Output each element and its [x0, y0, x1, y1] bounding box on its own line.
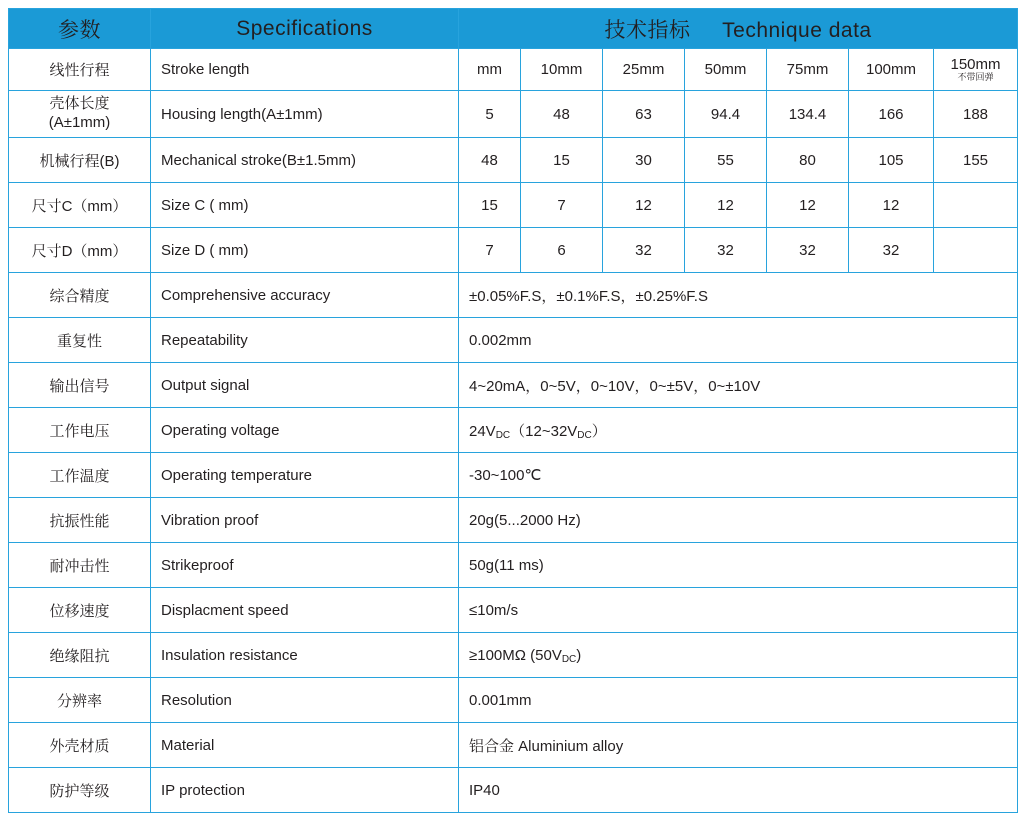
row-label-en: Stroke length — [151, 49, 459, 91]
cell-value: 12 — [767, 183, 849, 228]
cell-value: 155 — [934, 138, 1018, 183]
table-row-size-c — [9, 183, 1018, 228]
row-label-cn: 尺寸D（mm） — [9, 228, 151, 273]
table-row-size-d — [9, 228, 1018, 273]
table-row-insulation-resistance — [9, 633, 1018, 678]
row-label-cn: 工作电压 — [9, 408, 151, 453]
cell-value: 32 — [849, 228, 934, 273]
stroke-value-with-note — [934, 49, 1018, 91]
cell-value-empty — [934, 228, 1018, 273]
row-label-cn — [9, 91, 151, 138]
table-row-strikeproof — [9, 543, 1018, 588]
row-label-cn: 绝缘阻抗 — [9, 633, 151, 678]
cell-value: 134.4 — [767, 91, 849, 138]
table-row-vibration-proof — [9, 498, 1018, 543]
row-label-en: Insulation resistance — [151, 633, 459, 678]
stroke-value: 75mm — [767, 49, 849, 91]
header-specifications: Specifications — [151, 9, 459, 49]
row-label-en: Strikeproof — [151, 543, 459, 588]
cell-value: 48 — [459, 138, 521, 183]
row-label-cn: 重复性 — [9, 318, 151, 363]
cell-value: 30 — [603, 138, 685, 183]
row-value: ±0.05%F.S，±0.1%F.S，±0.25%F.S — [459, 273, 1018, 318]
spec-sheet — [0, 8, 1025, 826]
cell-value: 55 — [685, 138, 767, 183]
header-technique — [459, 9, 1018, 49]
cell-value: 105 — [849, 138, 934, 183]
table-row-ip-protection — [9, 768, 1018, 813]
row-label-en: Vibration proof — [151, 498, 459, 543]
table-row-material — [9, 723, 1018, 768]
stroke-value: 50mm — [685, 49, 767, 91]
cell-value: 48 — [521, 91, 603, 138]
row-value: 0.001mm — [459, 678, 1018, 723]
row-label-en: IP protection — [151, 768, 459, 813]
cell-value: 63 — [603, 91, 685, 138]
row-value: 20g(5...2000 Hz) — [459, 498, 1018, 543]
cell-value: 166 — [849, 91, 934, 138]
table-row-mechanical-stroke — [9, 138, 1018, 183]
row-value: $24V_{DC}(12\sim 32V_{DC})$ — [459, 408, 1018, 453]
row-label-cn: 机械行程(B) — [9, 138, 151, 183]
row-label-cn: 防护等级 — [9, 768, 151, 813]
cell-value: 32 — [767, 228, 849, 273]
cell-value: 15 — [459, 183, 521, 228]
cell-value: 6 — [521, 228, 603, 273]
stroke-value: 10mm — [521, 49, 603, 91]
table-row-output-signal — [9, 363, 1018, 408]
stroke-unit: mm — [459, 49, 521, 91]
cell-value: 5 — [459, 91, 521, 138]
specification-table — [8, 8, 1018, 813]
cell-value: 12 — [849, 183, 934, 228]
table-row-operating-voltage — [9, 408, 1018, 453]
row-label-en: Displacment speed — [151, 588, 459, 633]
row-value: -30~100℃ — [459, 453, 1018, 498]
cell-value: 7 — [521, 183, 603, 228]
stroke-value-150: 150mm — [950, 55, 1001, 73]
row-label-cn: 综合精度 — [9, 273, 151, 318]
header-technique-cn: 技术指标 — [604, 18, 691, 42]
row-label-en: Size C ( mm) — [151, 183, 459, 228]
row-value: ≥100MΩ $(50V_{DC})$ — [459, 633, 1018, 678]
table-row-displacement-speed — [9, 588, 1018, 633]
table-row-stroke-length — [9, 49, 1018, 91]
row-label-en: Resolution — [151, 678, 459, 723]
table-row-operating-temperature — [9, 453, 1018, 498]
row-label-cn: 输出信号 — [9, 363, 151, 408]
row-value: 4~20mA，0~5V，0~10V，0~±5V，0~±10V — [459, 363, 1018, 408]
cell-value: 15 — [521, 138, 603, 183]
table-row-resolution — [9, 678, 1018, 723]
row-label-cn-sub: (A±1mm) — [48, 114, 111, 131]
cell-value: 94.4 — [685, 91, 767, 138]
header-parameter: 参数 — [9, 9, 151, 49]
row-value: 0.002mm — [459, 318, 1018, 363]
row-label-en: Size D ( mm) — [151, 228, 459, 273]
row-label-cn-main: 壳体长度 — [49, 95, 110, 113]
cell-value: 188 — [934, 91, 1018, 138]
stroke-value: 100mm — [849, 49, 934, 91]
table-row-comprehensive-accuracy — [9, 273, 1018, 318]
row-label-cn: 分辨率 — [9, 678, 151, 723]
row-label-en: Material — [151, 723, 459, 768]
row-label-cn: 耐冲击性 — [9, 543, 151, 588]
row-label-en: Repeatability — [151, 318, 459, 363]
cell-value: 80 — [767, 138, 849, 183]
cell-value-empty — [934, 183, 1018, 228]
row-label-en: Mechanical stroke(B±1.5mm) — [151, 138, 459, 183]
row-label-cn: 线性行程 — [9, 49, 151, 91]
cell-value: 32 — [603, 228, 685, 273]
row-label-cn: 外壳材质 — [9, 723, 151, 768]
row-label-en: Output signal — [151, 363, 459, 408]
table-row-repeatability — [9, 318, 1018, 363]
row-value: 铝合金 Aluminium alloy — [459, 723, 1018, 768]
stroke-note: 不带回弹 — [957, 72, 994, 83]
row-label-cn: 抗振性能 — [9, 498, 151, 543]
row-label-cn: 尺寸C（mm） — [9, 183, 151, 228]
table-header-row — [9, 9, 1018, 49]
cell-value: 12 — [685, 183, 767, 228]
cell-value: 32 — [685, 228, 767, 273]
row-label-cn: 位移速度 — [9, 588, 151, 633]
header-technique-en: Technique data — [722, 18, 872, 42]
cell-value: 7 — [459, 228, 521, 273]
row-value: ≤10m/s — [459, 588, 1018, 633]
row-value: IP40 — [459, 768, 1018, 813]
row-label-cn: 工作温度 — [9, 453, 151, 498]
cell-value: 12 — [603, 183, 685, 228]
row-value: 50g(11 ms) — [459, 543, 1018, 588]
table-row-housing-length — [9, 91, 1018, 138]
stroke-value: 25mm — [603, 49, 685, 91]
row-label-en: Comprehensive accuracy — [151, 273, 459, 318]
row-label-en: Operating voltage — [151, 408, 459, 453]
row-label-en: Housing length(A±1mm) — [151, 91, 459, 138]
row-label-en: Operating temperature — [151, 453, 459, 498]
